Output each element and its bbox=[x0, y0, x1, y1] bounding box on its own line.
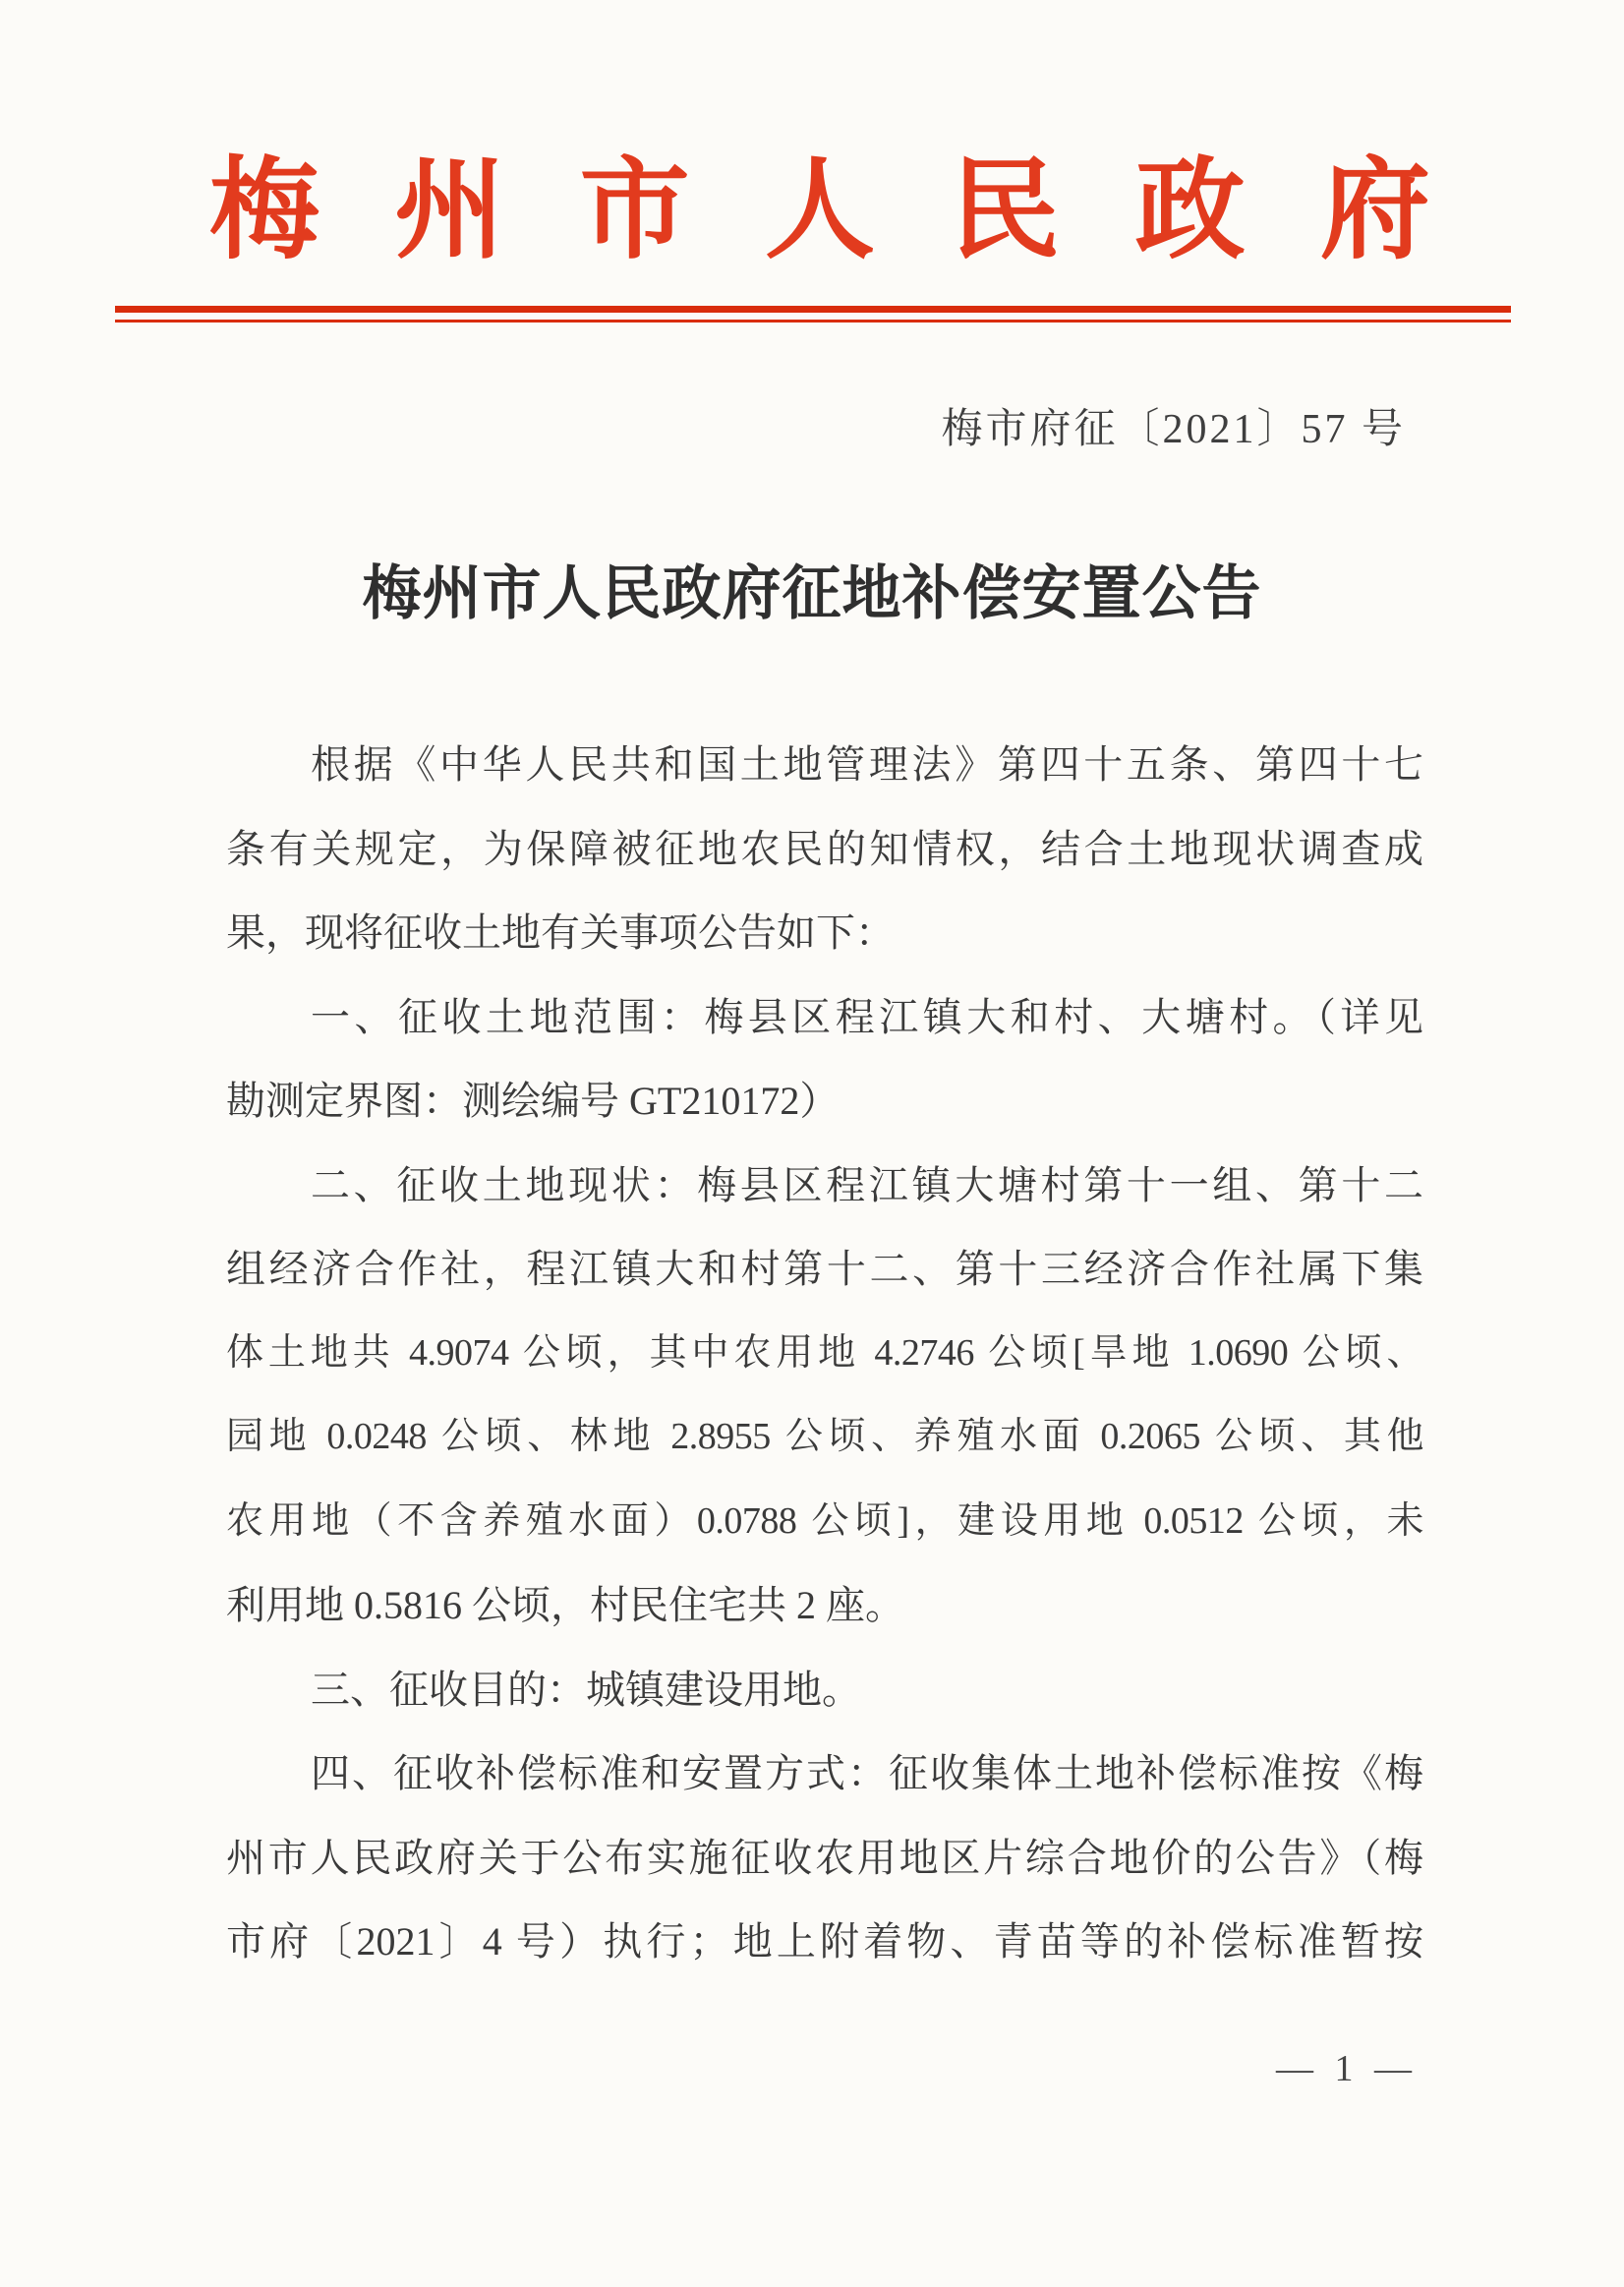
masthead-rule-thin bbox=[115, 320, 1511, 323]
body-line: 体土地共 4.9074 公顷，其中农用地 4.2746 公顷[旱地 1.0690 公顷、 bbox=[226, 1331, 1423, 1374]
body-line: 三、征收目的：城镇建设用地。 bbox=[311, 1667, 861, 1712]
masthead-char: 政 bbox=[1134, 150, 1246, 272]
masthead-char: 梅 bbox=[209, 150, 319, 272]
body-line: 市府〔2021〕4 号）执行；地上附着物、青苗等的补偿标准暂按 bbox=[226, 1919, 1423, 1964]
masthead-char: 民 bbox=[950, 150, 1061, 272]
body-line: 农用地（不含养殖水面）0.0788 公顷]，建设用地 0.0512 公顷，未 bbox=[226, 1499, 1423, 1542]
masthead-char: 府 bbox=[1319, 150, 1430, 272]
masthead-char: 州 bbox=[394, 150, 505, 272]
body-line: 条有关规定，为保障被征地农民的知情权，结合土地现状调查成 bbox=[226, 826, 1423, 871]
masthead-rule-thick bbox=[115, 306, 1511, 313]
body-line: 勘测定界图：测绘编号 GT210172） bbox=[226, 1079, 840, 1123]
page-number: — 1 — bbox=[1276, 2048, 1418, 2089]
doc-body bbox=[226, 723, 1423, 1984]
body-line: 园地 0.0248 公顷、林地 2.8955 公顷、养殖水面 0.2065 公顷、其他 bbox=[226, 1416, 1423, 1457]
doc-title: 梅州市人民政府征地补偿安置公告 bbox=[362, 561, 1262, 626]
body-line: 四、征收补偿标准和安置方式：征收集体土地补偿标准按《梅 bbox=[311, 1751, 1423, 1795]
body-line: 二、征收土地现状：梅县区程江镇大塘村第十一组、第十二 bbox=[311, 1162, 1423, 1207]
body-line: 组经济合作社，程江镇大和村第十二、第十三经济合作社属下集 bbox=[226, 1247, 1423, 1291]
body-line: 利用地 0.5816 公顷，村民住宅共 2 座。 bbox=[226, 1583, 904, 1627]
body-line: 果，现将征收土地有关事项公告如下： bbox=[226, 910, 895, 955]
masthead-char: 人 bbox=[764, 150, 875, 272]
doc-reference-number: 梅市府征〔2021〕57 号 bbox=[941, 407, 1406, 452]
masthead-org-name bbox=[209, 147, 1430, 275]
body-line: 根据《中华人民共和国土地管理法》第四十五条、第四十七 bbox=[311, 742, 1423, 787]
body-line: 一、征收土地范围：梅县区程江镇大和村、大塘村。（详见 bbox=[311, 994, 1423, 1039]
masthead-char: 市 bbox=[579, 150, 690, 272]
body-line: 州市人民政府关于公布实施征收农用地区片综合地价的公告》（梅 bbox=[226, 1835, 1423, 1880]
